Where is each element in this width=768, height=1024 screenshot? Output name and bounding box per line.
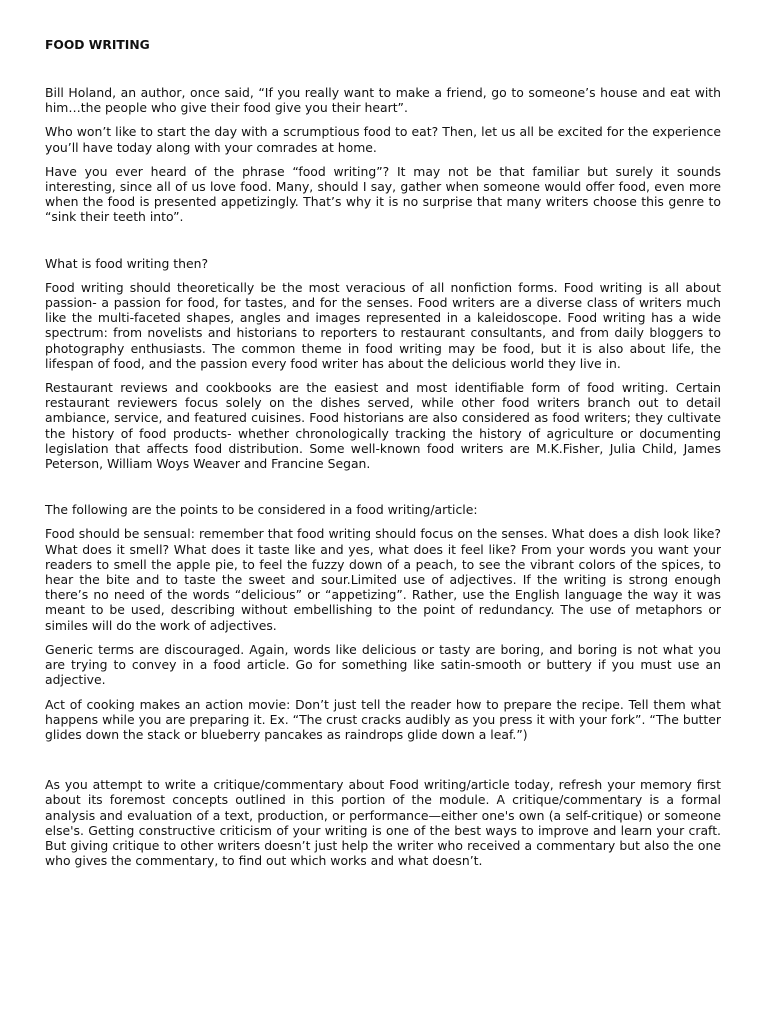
- paragraph-critique: As you attempt to write a critique/commentary about Food writing/article today, refresh your memory first about its foremost concepts outlined in this portion of the module. A critique/commentary is a formal analysis and evaluation of a text, production, or performance—either one's own (a self-critique) or someone else's. Getting constructive criticism of your writing is one of the best ways to improve and learn your craft. But giving critique to other writers doesn’t just help the writer who received a commentary but also the one who gives the commentary, to find out which works and what doesn’t.: [45, 777, 721, 869]
- document-title: FOOD WRITING: [45, 38, 150, 52]
- section-heading-points: The following are the points to be considered in a food writing/article:: [45, 502, 478, 518]
- section-heading-what-is: What is food writing then?: [45, 255, 209, 271]
- paragraph-sensual: Food should be sensual: remember that food writing should focus on the senses. What does a dish look like? What does it smell? What does it taste like and yes, what does it feel like? From your words you want your readers to smell the apple pie, to feel the fuzzy down of a peach, to see the vibrant colors of the spices, to hear the bite and to taste the sweet and sour.Limited use of adjectives. If the writing is strong enough there’s no need of the words “delicious” or “appetizing”. Rather, use the English language the way it was meant to be used, describing without embellishing to the point of redundancy. The use of metaphors or similes will do the work of adjectives.: [45, 526, 721, 633]
- spacer: [45, 234, 721, 256]
- paragraph-generic-terms: Generic terms are discouraged. Again, words like delicious or tasty are boring, and boring is not what you are trying to convey in a food article. Go for something like satin-smooth or buttery if you must use an adjective.: [45, 641, 721, 688]
- spacer: [45, 751, 721, 777]
- paragraph-action-movie: Act of cooking makes an action movie: Don’t just tell the reader how to prepare the recipe. Tell them what happens while you are preparing it. Ex. “The crust cracks audibly as you press it with your fork”. “The butter glides down the stack or blueberry pancakes as raindrops glide down a leaf.”): [45, 696, 721, 742]
- paragraph-definition: Food writing should theoretically be the most veracious of all nonfiction forms. Food writing is all about passion- a passion for food, for tastes, and for the senses. Food writers are a diverse class of writers much like the multi-faceted shapes, angles and images represented in a kaleidoscope. Food writing has a wide spectrum: from novelists and historians to reporters to restaurant consultants, and from daily bloggers to photography enthusiasts. The common theme in food writing may be food, but it is also about life, the lifespan of food, and the passion every food writer has about the delicious world they live in.: [45, 279, 721, 371]
- spacer: [45, 480, 721, 502]
- paragraph-reviews: Restaurant reviews and cookbooks are the easiest and most identifiable form of food writing. Certain restaurant reviewers focus solely on the dishes served, while other food writers branch out to detail ambiance, service, and featured cuisines. Food historians are also considered as food writers; they cultivate the history of food products- whether chronologically tracking the history of agriculture or documenting legislation that affects food distribution. Some well-known food writers are M.K.Fisher, Julia Child, James Peterson, William Woys Weaver and Francine Segan.: [45, 380, 721, 472]
- paragraph-phrase: Have you ever heard of the phrase “food writing”? It may not be that familiar but surely it sounds interesting, since all of us love food. Many, should I say, gather when someone would offer food, even more when the food is presented appetizingly. That’s why it is no surprise that many writers choose this genre to “sink their teeth into”.: [45, 163, 721, 225]
- document-page: [45, 37, 721, 877]
- paragraph-intro: Who won’t like to start the day with a scrumptious food to eat? Then, let us all be excited for the experience you’ll have today along with your comrades at home.: [45, 124, 721, 155]
- paragraph-quote: Bill Holand, an author, once said, “If you really want to make a friend, go to someone’s house and eat with him…the people who give their food give you their heart”.: [45, 85, 721, 116]
